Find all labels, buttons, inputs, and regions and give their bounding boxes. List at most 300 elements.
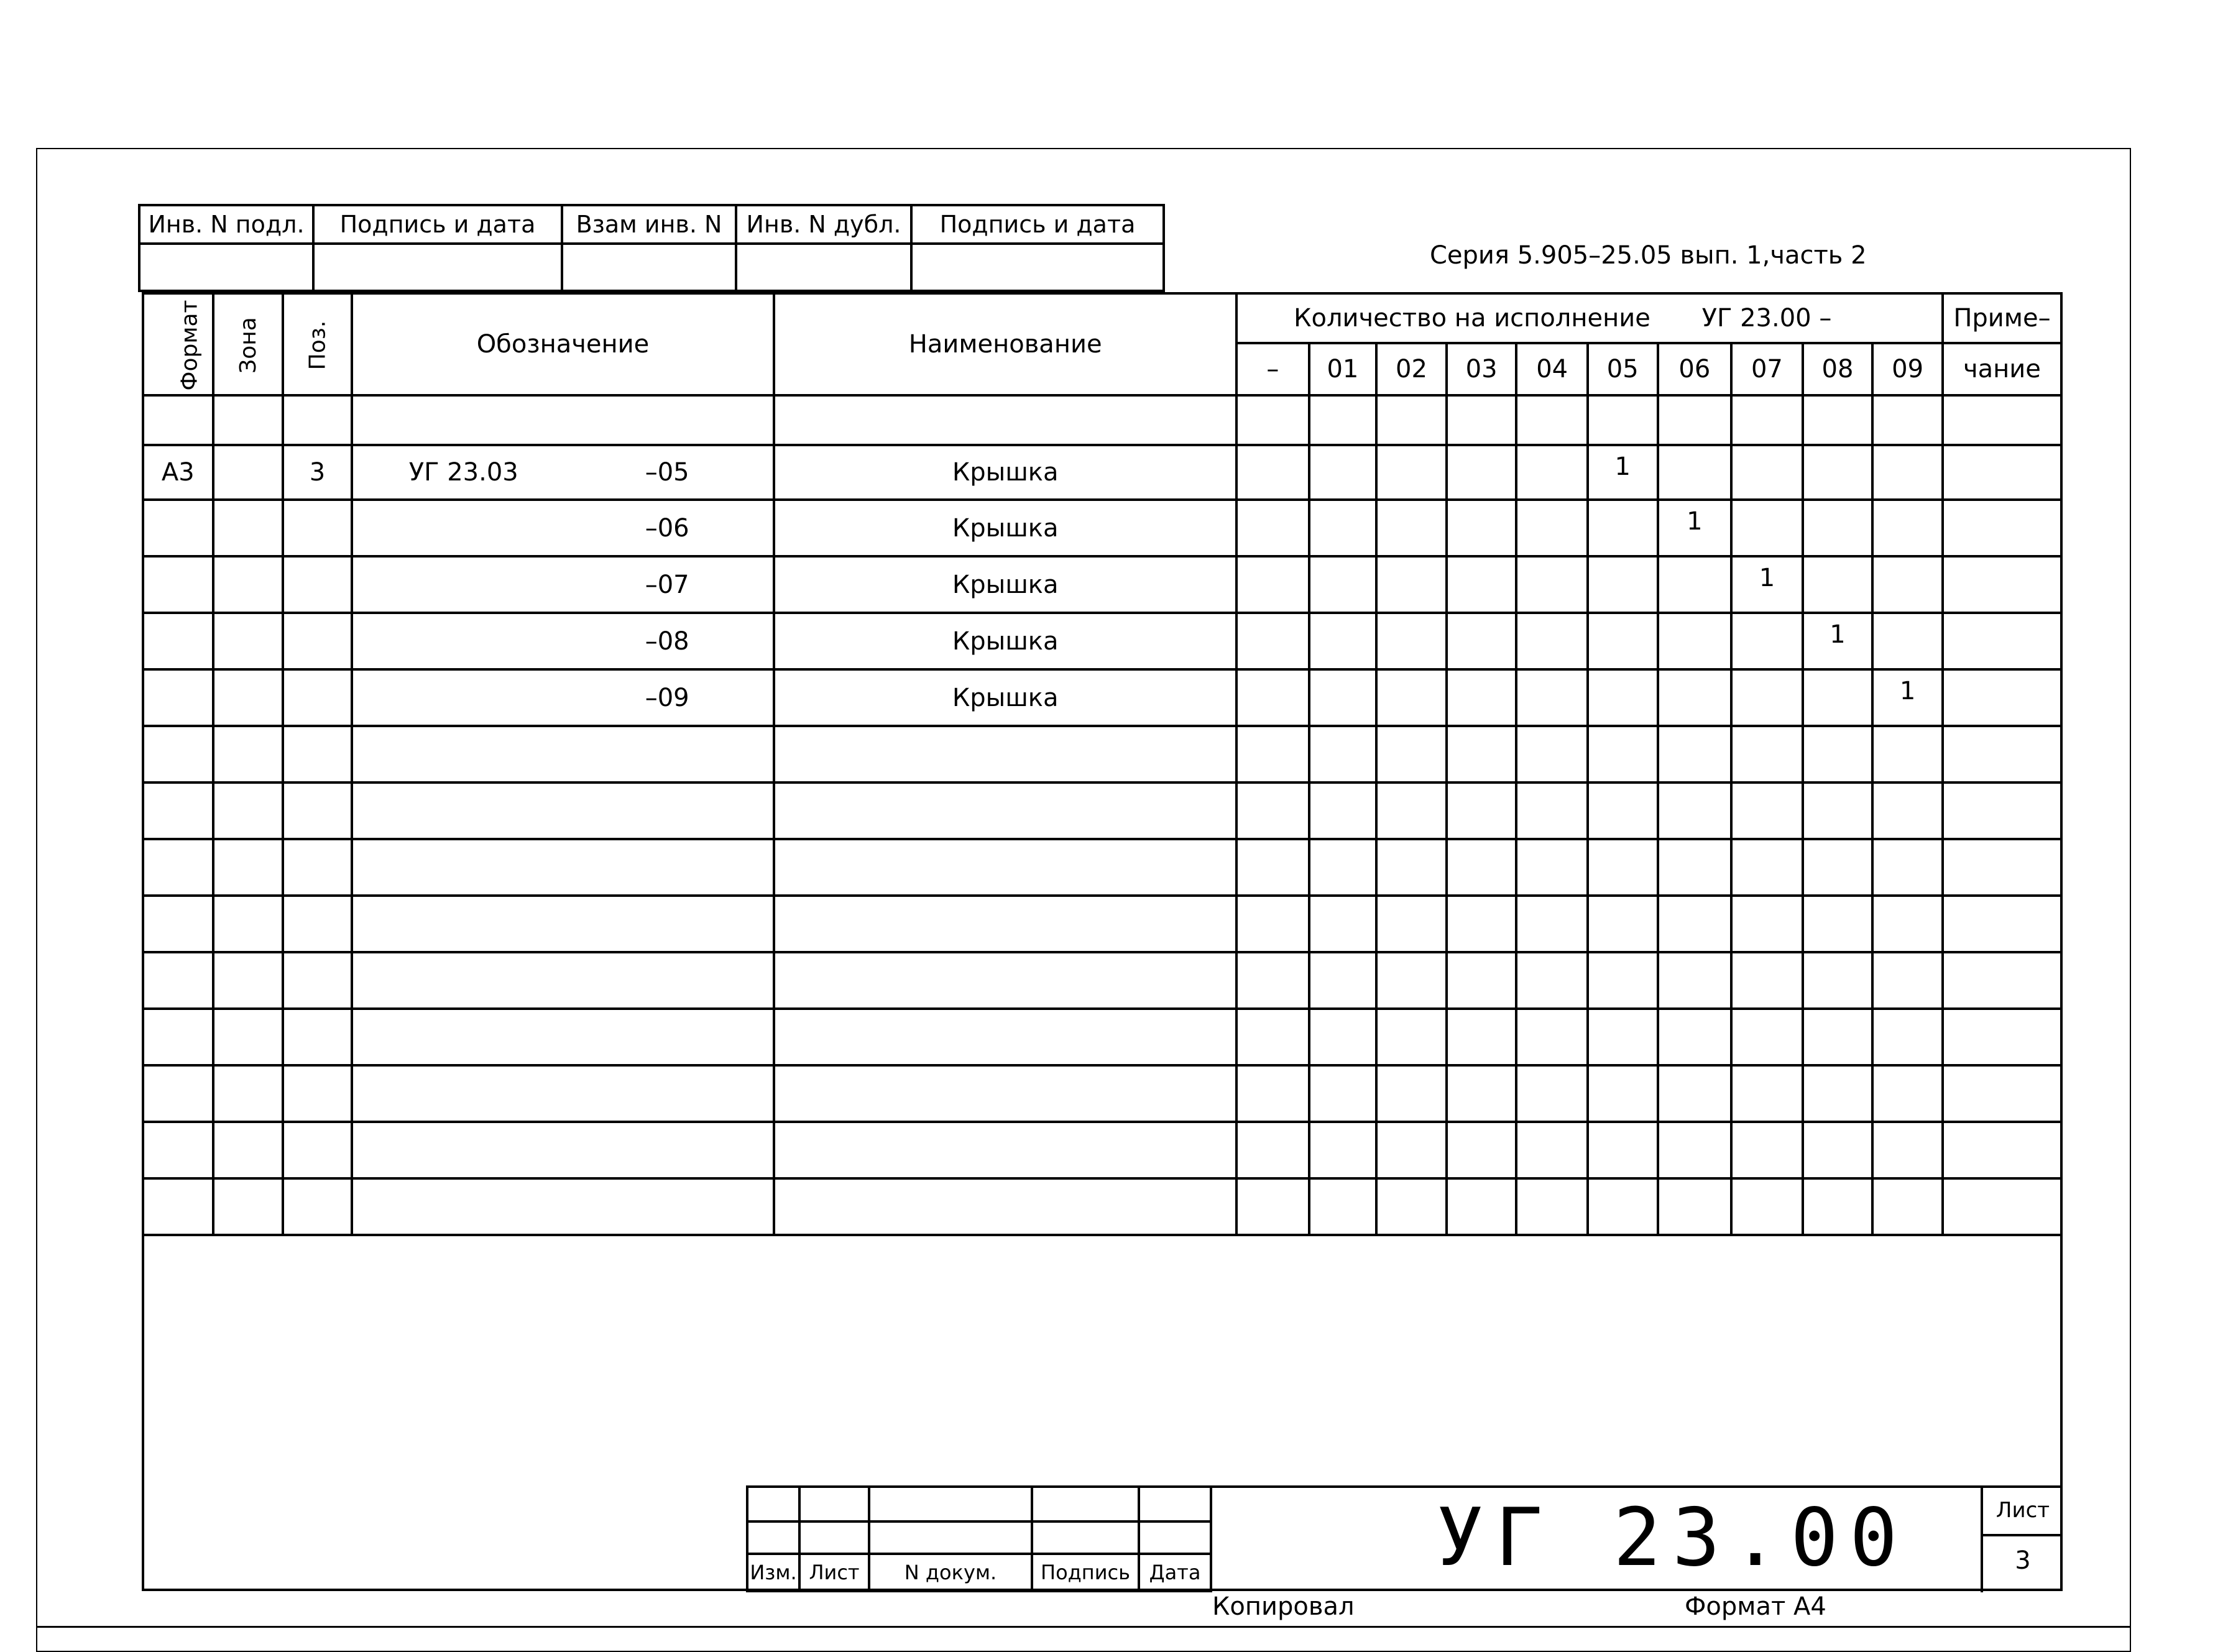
- cell-designation: [352, 669, 775, 726]
- cell: [1588, 395, 1658, 445]
- cell: [1803, 1122, 1873, 1178]
- stamp-cell: [736, 244, 911, 291]
- cell: [213, 500, 283, 556]
- cell: [1803, 782, 1873, 839]
- cell: [1309, 952, 1377, 1009]
- document-code: УГ 23.00: [1435, 1492, 1909, 1584]
- cell: [1236, 1178, 1309, 1235]
- cell-qty: [1447, 669, 1517, 726]
- cell-designation: [352, 500, 775, 556]
- cell-qty: [1658, 613, 1732, 669]
- cell: [213, 1009, 283, 1065]
- cell: [1731, 726, 1803, 782]
- stamp-header-replace-inv: Взам инв. N: [562, 205, 736, 244]
- cell-qty: [1731, 445, 1803, 500]
- cell-qty: [1658, 556, 1732, 613]
- cell-qty: [1516, 556, 1588, 613]
- cell: [774, 1178, 1236, 1235]
- cell: [774, 1122, 1236, 1178]
- cell-qty: [1872, 445, 1943, 500]
- cell-designation: [352, 613, 775, 669]
- stamp-cell: [562, 244, 736, 291]
- rev-cell: [1139, 1521, 1211, 1554]
- cell: [1516, 726, 1588, 782]
- rev-cell: [747, 1487, 799, 1521]
- cell: [352, 1122, 775, 1178]
- cell: [1309, 839, 1377, 896]
- cell-designation: [352, 556, 775, 613]
- cell: [1658, 395, 1732, 445]
- cell: [352, 395, 775, 445]
- header-zone-cell: [213, 293, 283, 395]
- header-format: Формат: [177, 300, 203, 391]
- cell: [213, 896, 283, 952]
- cell: [1943, 445, 2061, 500]
- cell-qty: [1731, 613, 1803, 669]
- cell: [352, 726, 775, 782]
- cell: [283, 896, 352, 952]
- designation-suffix: –09: [645, 683, 689, 712]
- cell: [1803, 1009, 1873, 1065]
- cell-name: Крышка: [774, 445, 1236, 500]
- cell-designation: [352, 445, 775, 500]
- cell: [213, 669, 283, 726]
- cell: [1376, 1178, 1447, 1235]
- cell: [1376, 896, 1447, 952]
- cell-qty: [1731, 669, 1803, 726]
- footer-format: Формат А4: [1685, 1592, 1826, 1621]
- cell-qty: [1447, 445, 1517, 500]
- cell: [1943, 1122, 2061, 1178]
- cell: [1236, 395, 1309, 445]
- cell: [1943, 1178, 2061, 1235]
- label-change: Изм.: [747, 1554, 799, 1591]
- label-signature: Подпись: [1032, 1554, 1139, 1591]
- stamp-header-sign-date-1: Подпись и дата: [313, 205, 562, 244]
- cell: [1872, 726, 1943, 782]
- cell-qty: [1236, 500, 1309, 556]
- cell: [1236, 1009, 1309, 1065]
- header-pos-cell: [283, 293, 352, 395]
- rev-cell: [869, 1487, 1032, 1521]
- cell: [1803, 896, 1873, 952]
- cell-qty: [1803, 556, 1873, 613]
- cell: [1516, 839, 1588, 896]
- cell: [352, 839, 775, 896]
- cell: [1309, 395, 1377, 445]
- cell-qty: [1236, 445, 1309, 500]
- cell: [213, 556, 283, 613]
- cell: [213, 839, 283, 896]
- rev-cell: [799, 1487, 869, 1521]
- cell: [283, 952, 352, 1009]
- cell-qty: [1872, 613, 1943, 669]
- series-label: Серия 5.905–25.05 вып. 1,часть 2: [1430, 241, 1867, 270]
- cell: [1588, 782, 1658, 839]
- cell: [1588, 1009, 1658, 1065]
- cell: [1731, 1178, 1803, 1235]
- designation-base: УГ 23.03: [408, 458, 518, 487]
- cell-qty: [1516, 445, 1588, 500]
- cell: [1658, 1065, 1732, 1122]
- cell: [283, 1178, 352, 1235]
- cell: [1447, 839, 1517, 896]
- cell: [213, 1122, 283, 1178]
- cell: [283, 1122, 352, 1178]
- header-qty-cell: [1236, 293, 1943, 343]
- cell: [1236, 1065, 1309, 1122]
- header-zone: Зона: [235, 317, 261, 374]
- cell: [1588, 1178, 1658, 1235]
- cell: [1658, 1009, 1732, 1065]
- approval-stamp: [138, 204, 1165, 292]
- empty-row: [143, 1122, 2061, 1178]
- cell: [1943, 839, 2061, 896]
- designation-suffix: –07: [645, 570, 689, 599]
- cell: [1943, 613, 2061, 669]
- cell: [1731, 839, 1803, 896]
- stamp-header-sign-date-2: Подпись и дата: [911, 205, 1164, 244]
- cell: [1376, 726, 1447, 782]
- cell: [1376, 952, 1447, 1009]
- header-format-cell: [143, 293, 213, 395]
- cell: [1309, 782, 1377, 839]
- cell: [1943, 669, 2061, 726]
- footer-copied: Копировал: [1212, 1592, 1355, 1621]
- rev-cell: [1139, 1487, 1211, 1521]
- cell-qty: [1731, 500, 1803, 556]
- cell: [283, 726, 352, 782]
- cell: [1376, 839, 1447, 896]
- cell: [1516, 1122, 1588, 1178]
- cell: [1872, 395, 1943, 445]
- cell-qty: [1447, 556, 1517, 613]
- exec-col-header: 03: [1447, 343, 1517, 395]
- cell-qty: [1309, 556, 1377, 613]
- cell: [1376, 782, 1447, 839]
- cell: [1872, 839, 1943, 896]
- spec-table: [142, 292, 2063, 1236]
- label-sheet: Лист: [799, 1554, 869, 1591]
- cell: [1658, 896, 1732, 952]
- cell: [143, 782, 213, 839]
- cell: [1731, 1009, 1803, 1065]
- cell-qty: [1309, 500, 1377, 556]
- cell-qty: [1236, 556, 1309, 613]
- stamp-cell: [313, 244, 562, 291]
- cell-qty: [1309, 445, 1377, 500]
- cell: [213, 395, 283, 445]
- empty-row: [143, 839, 2061, 896]
- cell: [352, 782, 775, 839]
- cell: [1376, 1122, 1447, 1178]
- cell: [1731, 1065, 1803, 1122]
- exec-col-header: 07: [1731, 343, 1803, 395]
- cell: [1516, 1065, 1588, 1122]
- cell: [1943, 1009, 2061, 1065]
- cell: [143, 1009, 213, 1065]
- cell: [213, 726, 283, 782]
- cell: [352, 952, 775, 1009]
- sheet-divider: [1981, 1534, 2063, 1536]
- table-row: [143, 445, 2061, 500]
- exec-col-header: 08: [1803, 343, 1873, 395]
- cell: [1309, 1065, 1377, 1122]
- cell-format: [143, 556, 213, 613]
- cell: [1658, 1178, 1732, 1235]
- cell: [1447, 1122, 1517, 1178]
- cell: [1872, 1178, 1943, 1235]
- cell-qty: [1803, 500, 1873, 556]
- cell: [213, 1065, 283, 1122]
- cell: [283, 1009, 352, 1065]
- cell: [774, 1065, 1236, 1122]
- exec-col-header: 05: [1588, 343, 1658, 395]
- cell: [1309, 896, 1377, 952]
- cell-qty: [1309, 669, 1377, 726]
- cell: [1376, 1009, 1447, 1065]
- bottom-line: [36, 1626, 2131, 1628]
- cell: [1516, 782, 1588, 839]
- table-row: [143, 613, 2061, 669]
- cell-qty: [1516, 669, 1588, 726]
- cell-name: Крышка: [774, 556, 1236, 613]
- cell: [1309, 726, 1377, 782]
- cell-qty: [1872, 500, 1943, 556]
- cell: [1447, 896, 1517, 952]
- cell: [1803, 952, 1873, 1009]
- header-designation: Обозначение: [352, 293, 775, 395]
- cell: [1803, 726, 1873, 782]
- title-top-line: [1208, 1485, 2063, 1488]
- stamp-header-inv-dup: Инв. N дубл.: [736, 205, 911, 244]
- cell-name: Крышка: [774, 500, 1236, 556]
- cell-qty: [1376, 613, 1447, 669]
- cell: [774, 896, 1236, 952]
- designation-suffix: –05: [645, 458, 689, 487]
- cell-qty: [1803, 445, 1873, 500]
- cell: [1447, 1009, 1517, 1065]
- table-row: [143, 669, 2061, 726]
- cell-qty: 1: [1731, 556, 1803, 613]
- cell-qty: [1872, 556, 1943, 613]
- cell: [1588, 726, 1658, 782]
- cell-format: [143, 669, 213, 726]
- cell-format: [143, 613, 213, 669]
- cell-qty: [1447, 613, 1517, 669]
- cell-qty: 1: [1658, 500, 1732, 556]
- cell: [1872, 1122, 1943, 1178]
- cell: [1236, 782, 1309, 839]
- cell-qty: 1: [1872, 669, 1943, 726]
- cell: [1943, 395, 2061, 445]
- cell-name: Крышка: [774, 613, 1236, 669]
- cell: [774, 395, 1236, 445]
- cell: [1588, 896, 1658, 952]
- cell: [1731, 395, 1803, 445]
- cell: [1943, 782, 2061, 839]
- cell: [1943, 556, 2061, 613]
- cell: [283, 395, 352, 445]
- cell: [1658, 839, 1732, 896]
- table-row: [143, 556, 2061, 613]
- cell-pos: [283, 613, 352, 669]
- cell-qty: [1588, 613, 1658, 669]
- cell: [213, 613, 283, 669]
- cell-qty: [1309, 613, 1377, 669]
- stamp-cell: [139, 244, 313, 291]
- cell: [1376, 1065, 1447, 1122]
- cell-qty: [1376, 445, 1447, 500]
- empty-row: [143, 1065, 2061, 1122]
- cell: [1731, 952, 1803, 1009]
- cell-pos: 3: [283, 445, 352, 500]
- cell: [213, 445, 283, 500]
- cell: [1447, 782, 1517, 839]
- cell: [1447, 1065, 1517, 1122]
- empty-row: [143, 726, 2061, 782]
- cell: [1943, 896, 2061, 952]
- cell: [352, 1178, 775, 1235]
- cell: [1803, 1178, 1873, 1235]
- cell: [1588, 952, 1658, 1009]
- label-date: Дата: [1139, 1554, 1211, 1591]
- cell-qty: [1447, 500, 1517, 556]
- rev-cell: [1032, 1487, 1139, 1521]
- cell: [1588, 1065, 1658, 1122]
- cell: [1943, 500, 2061, 556]
- cell: [1309, 1009, 1377, 1065]
- cell: [1872, 1065, 1943, 1122]
- cell-qty: [1658, 669, 1732, 726]
- cell: [143, 952, 213, 1009]
- header-qty-title: Количество на исполнение: [1294, 304, 1650, 333]
- cell: [1658, 782, 1732, 839]
- cell: [1872, 896, 1943, 952]
- exec-col-header: 06: [1658, 343, 1732, 395]
- cell: [143, 839, 213, 896]
- cell: [1309, 1178, 1377, 1235]
- cell: [1236, 1122, 1309, 1178]
- sheet-label: Лист: [1996, 1498, 2050, 1523]
- cell: [283, 1065, 352, 1122]
- cell: [352, 1065, 775, 1122]
- cell: [1943, 1065, 2061, 1122]
- cell-pos: [283, 669, 352, 726]
- empty-row: [143, 896, 2061, 952]
- cell: [1447, 1178, 1517, 1235]
- cell: [1731, 782, 1803, 839]
- empty-row: [143, 1009, 2061, 1065]
- designation-suffix: –06: [645, 513, 689, 543]
- cell-qty: [1658, 445, 1732, 500]
- cell-name: Крышка: [774, 669, 1236, 726]
- cell: [143, 1178, 213, 1235]
- cell: [213, 952, 283, 1009]
- cell: [774, 782, 1236, 839]
- exec-col-header: 09: [1872, 343, 1943, 395]
- cell: [1447, 952, 1517, 1009]
- cell-qty: [1516, 500, 1588, 556]
- designation-suffix: –08: [645, 626, 689, 656]
- exec-col-header: 02: [1376, 343, 1447, 395]
- revision-table: [746, 1485, 1212, 1592]
- cell: [1516, 1178, 1588, 1235]
- cell-format: А3: [143, 445, 213, 500]
- table-row: [143, 500, 2061, 556]
- cell-format: [143, 500, 213, 556]
- cell: [1516, 1009, 1588, 1065]
- cell: [1588, 1122, 1658, 1178]
- cell-pos: [283, 556, 352, 613]
- sheet-number: 3: [2015, 1546, 2031, 1575]
- cell-qty: [1588, 500, 1658, 556]
- empty-row: [143, 782, 2061, 839]
- cell: [143, 1065, 213, 1122]
- cell-pos: [283, 500, 352, 556]
- stamp-cell: [911, 244, 1164, 291]
- rev-cell: [747, 1521, 799, 1554]
- cell: [774, 726, 1236, 782]
- cell: [1658, 952, 1732, 1009]
- cell: [1943, 952, 2061, 1009]
- cell-qty: [1516, 613, 1588, 669]
- empty-row: [143, 1178, 2061, 1235]
- exec-col-header: 04: [1516, 343, 1588, 395]
- cell-qty: [1376, 556, 1447, 613]
- cell: [1516, 395, 1588, 445]
- cell: [1236, 839, 1309, 896]
- cell: [352, 1009, 775, 1065]
- cell: [1731, 896, 1803, 952]
- cell-qty: [1803, 669, 1873, 726]
- cell: [774, 839, 1236, 896]
- cell-qty: [1376, 669, 1447, 726]
- header-note-2: чание: [1943, 343, 2061, 395]
- cell: [1516, 896, 1588, 952]
- stamp-header-inv-orig: Инв. N подл.: [139, 205, 313, 244]
- cell: [1872, 952, 1943, 1009]
- cell: [1236, 952, 1309, 1009]
- cell: [213, 1178, 283, 1235]
- header-name: Наименование: [774, 293, 1236, 395]
- cell: [1872, 782, 1943, 839]
- cell: [774, 952, 1236, 1009]
- cell: [1516, 952, 1588, 1009]
- cell: [283, 839, 352, 896]
- cell: [1376, 395, 1447, 445]
- exec-col-header: –: [1236, 343, 1309, 395]
- cell: [1803, 395, 1873, 445]
- cell: [1943, 726, 2061, 782]
- exec-col-header: 01: [1309, 343, 1377, 395]
- rev-cell: [799, 1521, 869, 1554]
- cell-qty: [1588, 669, 1658, 726]
- cell: [143, 395, 213, 445]
- cell-qty: 1: [1803, 613, 1873, 669]
- cell: [143, 896, 213, 952]
- cell-qty: [1588, 556, 1658, 613]
- rev-cell: [1032, 1521, 1139, 1554]
- cell: [1236, 726, 1309, 782]
- empty-row: [143, 952, 2061, 1009]
- cell: [1658, 726, 1732, 782]
- cell: [1731, 1122, 1803, 1178]
- cell: [1236, 896, 1309, 952]
- header-qty-code: УГ 23.00 –: [1701, 304, 1832, 333]
- cell-qty: [1236, 613, 1309, 669]
- cell: [213, 782, 283, 839]
